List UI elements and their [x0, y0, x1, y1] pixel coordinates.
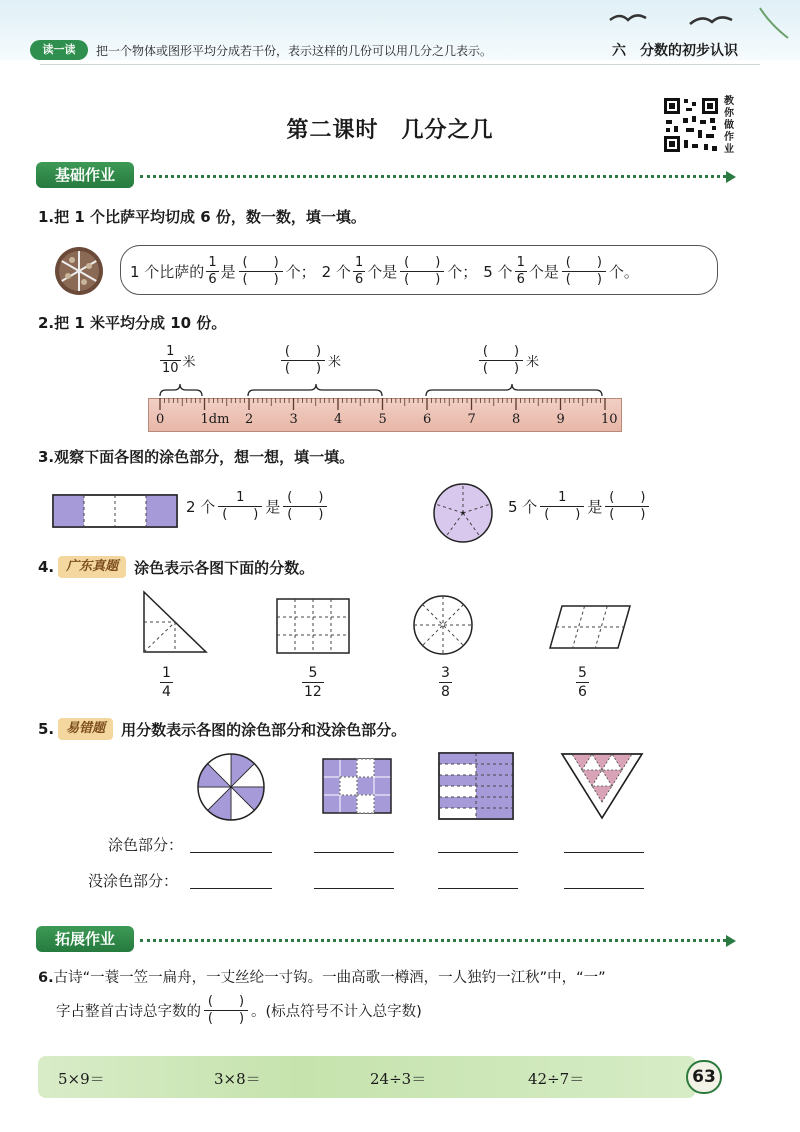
fraction-denominator: 4 [162, 684, 171, 700]
q4-number: 4. [38, 558, 55, 576]
q2-text: 把 1 米平均分成 10 份。 [54, 314, 227, 332]
fraction-denominator: 6 [208, 272, 217, 287]
ruler-label: 9 [556, 412, 565, 427]
section-basic-banner: 基础作业 [36, 162, 134, 188]
q3-rectangle-figure [52, 494, 178, 528]
read-badge: 读一读 [30, 40, 88, 60]
ruler-label: 5 [378, 412, 387, 427]
ruler-label: 4 [334, 412, 343, 427]
blank-denominator[interactable]: ( ) [565, 272, 602, 287]
section-extended-banner: 拓展作业 [36, 926, 134, 952]
q5-prompt [38, 718, 406, 740]
q3-right-count: 5 个 [508, 498, 538, 516]
fraction-denominator: 6 [516, 272, 525, 287]
ruler-label: 3 [289, 412, 298, 427]
blank-fraction[interactable] [562, 255, 606, 288]
fraction [353, 255, 365, 288]
q1-part2-tail: 个； [447, 263, 478, 281]
ruler-labels [148, 412, 622, 430]
q5-number: 5. [38, 720, 55, 738]
qr-caption: 教你做作业 [724, 96, 734, 155]
blank-numerator[interactable]: ( ) [565, 255, 602, 270]
fraction-numerator: 5 [578, 665, 587, 681]
fraction-denominator: 8 [441, 684, 450, 700]
q4-fraction-2 [300, 664, 326, 701]
blank-denominator[interactable]: ( ) [482, 361, 520, 376]
blank-fraction[interactable] [605, 490, 649, 523]
blank-fraction[interactable] [400, 255, 444, 288]
blank-fraction[interactable] [479, 344, 523, 377]
ruler-label: 2 [245, 412, 254, 427]
blank-denominator[interactable]: ( ) [404, 272, 441, 287]
q4-circle-figure[interactable] [412, 594, 474, 656]
q1-fill-line [130, 255, 639, 288]
q6-text-suffix: 。(标点符号不计入总字数) [251, 1004, 422, 1020]
fraction-numerator: 1 [236, 490, 245, 505]
blank-denominator[interactable]: ( ) [222, 507, 259, 522]
q2-second-label [278, 344, 341, 377]
calc-item[interactable]: 5×9＝ [58, 1070, 105, 1088]
answer-line[interactable] [438, 888, 518, 889]
fraction [206, 255, 218, 288]
answer-line[interactable] [438, 852, 518, 853]
q1-part3-suffix: 个是 [528, 263, 559, 281]
unit-label: 米 [526, 355, 540, 370]
q4-tag: 广东真题 [58, 556, 126, 578]
blank-fraction[interactable] [283, 490, 327, 523]
q2-number: 2. [38, 314, 55, 332]
q5-striped-figure [438, 752, 514, 820]
blank-fraction[interactable] [281, 344, 325, 377]
q4-parallelogram-figure[interactable] [548, 604, 632, 650]
ruler-label: 7 [467, 412, 476, 427]
q4-fraction-4 [574, 664, 591, 701]
q5-checker-figure [322, 758, 392, 814]
calc-item[interactable]: 3×8＝ [214, 1070, 261, 1088]
ruler-label: 0 [156, 412, 165, 427]
blank-numerator[interactable]: ( ) [482, 344, 520, 359]
ruler-label: 6 [423, 412, 432, 427]
q1-text: 把 1 个比萨平均切成 6 份，数一数，填一填。 [54, 208, 366, 226]
calc-item[interactable]: 42÷7＝ [528, 1070, 585, 1088]
q1-number: 1. [38, 208, 55, 226]
blank-numerator[interactable]: ( ) [284, 344, 322, 359]
blank-fraction[interactable] [204, 994, 248, 1027]
ruler-label: 1dm [200, 412, 230, 427]
section-extended-divider [140, 939, 726, 942]
q5-circle-figure [196, 752, 266, 822]
blank-numerator[interactable]: ( ) [609, 490, 646, 505]
answer-line[interactable] [314, 852, 394, 853]
chapter-title: 六 分数的初步认识 [612, 43, 738, 59]
q1-part2-prefix: 2 个 [321, 263, 351, 281]
ruler-label: 8 [512, 412, 521, 427]
answer-line[interactable] [314, 888, 394, 889]
pizza-image [54, 246, 104, 296]
q6-line1 [38, 966, 748, 987]
arrow-right-icon [726, 935, 736, 947]
q2-first-label [158, 344, 196, 377]
answer-line[interactable] [564, 852, 644, 853]
answer-line[interactable] [190, 852, 272, 853]
unit-label: 米 [182, 355, 196, 370]
page-number: 63 [686, 1060, 722, 1094]
fraction-denominator: 12 [304, 684, 322, 700]
q3-number: 3. [38, 448, 55, 466]
q1-part1-prefix: 1 个比萨的 [130, 263, 205, 281]
fraction-numerator: 1 [516, 255, 525, 270]
q6-text-line1: 古诗“一蓑一笠一扁舟，一丈丝纶一寸钩。一曲高歌一樽酒，一人独钓一江秋”中，“一” [53, 970, 606, 986]
blank-denominator[interactable]: ( ) [207, 1011, 245, 1026]
q4-fraction-1 [158, 664, 175, 701]
read-instruction: 把一个物体或图形平均分成若干份，表示这样的几份可以用几分之几表示。 [96, 44, 493, 58]
blank-fraction[interactable] [239, 255, 283, 288]
fraction-numerator: 3 [441, 665, 450, 681]
blank-denominator[interactable]: ( ) [609, 507, 646, 522]
page-title: 第二课时 几分之几 [286, 118, 494, 143]
q5-triangle-figure [560, 752, 644, 820]
header-divider [40, 64, 760, 65]
blank-denominator[interactable]: ( ) [242, 272, 279, 287]
q4-text: 涂色表示各图下面的分数。 [134, 558, 315, 577]
blank-numerator[interactable]: ( ) [287, 490, 324, 505]
q5-text: 用分数表示各图的涂色部分和没涂色部分。 [121, 720, 407, 739]
blank-numerator[interactable]: ( ) [404, 255, 441, 270]
q6-number: 6. [38, 970, 54, 986]
fraction-numerator: 1 [208, 255, 217, 270]
qr-code-icon[interactable] [662, 96, 720, 154]
q3-left-fill [186, 490, 330, 523]
mental-math-bar [38, 1056, 696, 1098]
fraction-denominator: 6 [578, 684, 587, 700]
answer-line[interactable] [564, 888, 644, 889]
q2-third-label [476, 344, 539, 377]
q3-prompt [38, 446, 354, 467]
q3-right-is: 是 [587, 498, 603, 516]
q3-circle-figure [432, 482, 494, 544]
section-basic-divider [140, 175, 726, 178]
q6-text-prefix: 字占整首古诗总字数的 [56, 1004, 201, 1020]
q1-part3-prefix: 5 个 [483, 263, 513, 281]
fraction-with-blank-denominator[interactable] [218, 490, 262, 523]
fraction-denominator: 6 [354, 272, 364, 287]
shaded-label: 涂色部分： [108, 836, 184, 854]
fraction-numerator: 1 [354, 255, 364, 270]
q3-text: 观察下面各图的涂色部分，想一想，填一填。 [54, 448, 355, 466]
q1-part2-suffix: 个是 [367, 263, 398, 281]
q1-part3-tail: 个。 [608, 263, 639, 281]
fraction-denominator: 10 [162, 361, 179, 376]
q4-triangle-figure[interactable] [140, 590, 210, 654]
q4-fraction-3 [437, 664, 454, 701]
q2-braces [150, 382, 620, 398]
fraction-numerator: 1 [558, 490, 567, 505]
answer-line[interactable] [190, 888, 272, 889]
q3-left-is: 是 [265, 498, 281, 516]
q4-prompt [38, 556, 314, 578]
unit-label: 米 [328, 355, 342, 370]
birds-decoration [600, 4, 800, 44]
fraction-numerator: 5 [308, 665, 318, 681]
ruler-label: 10 [601, 412, 618, 427]
q1-part1-suffix: 是 [220, 263, 236, 281]
arrow-right-icon [726, 171, 736, 183]
blank-denominator[interactable]: ( ) [544, 507, 581, 522]
q2-prompt [38, 312, 226, 333]
fraction-with-blank-denominator[interactable] [540, 490, 584, 523]
blank-numerator[interactable]: ( ) [242, 255, 279, 270]
blank-numerator[interactable]: ( ) [207, 994, 245, 1009]
q3-right-fill [508, 490, 652, 523]
fraction [160, 344, 181, 377]
blank-denominator[interactable]: ( ) [284, 361, 322, 376]
unshaded-label: 没涂色部分： [88, 872, 179, 890]
q1-part1-tail: 个； [285, 263, 316, 281]
fraction-numerator: 1 [166, 344, 175, 359]
blank-denominator[interactable]: ( ) [287, 507, 324, 522]
q5-tag: 易错题 [58, 718, 113, 740]
q4-grid-rectangle-figure[interactable] [276, 598, 350, 654]
q1-prompt [38, 206, 366, 227]
fraction-numerator: 1 [162, 665, 171, 681]
q6-line2 [56, 994, 422, 1027]
q3-left-count: 2 个 [186, 498, 216, 516]
calc-item[interactable]: 24÷3＝ [370, 1070, 427, 1088]
fraction [515, 255, 527, 288]
